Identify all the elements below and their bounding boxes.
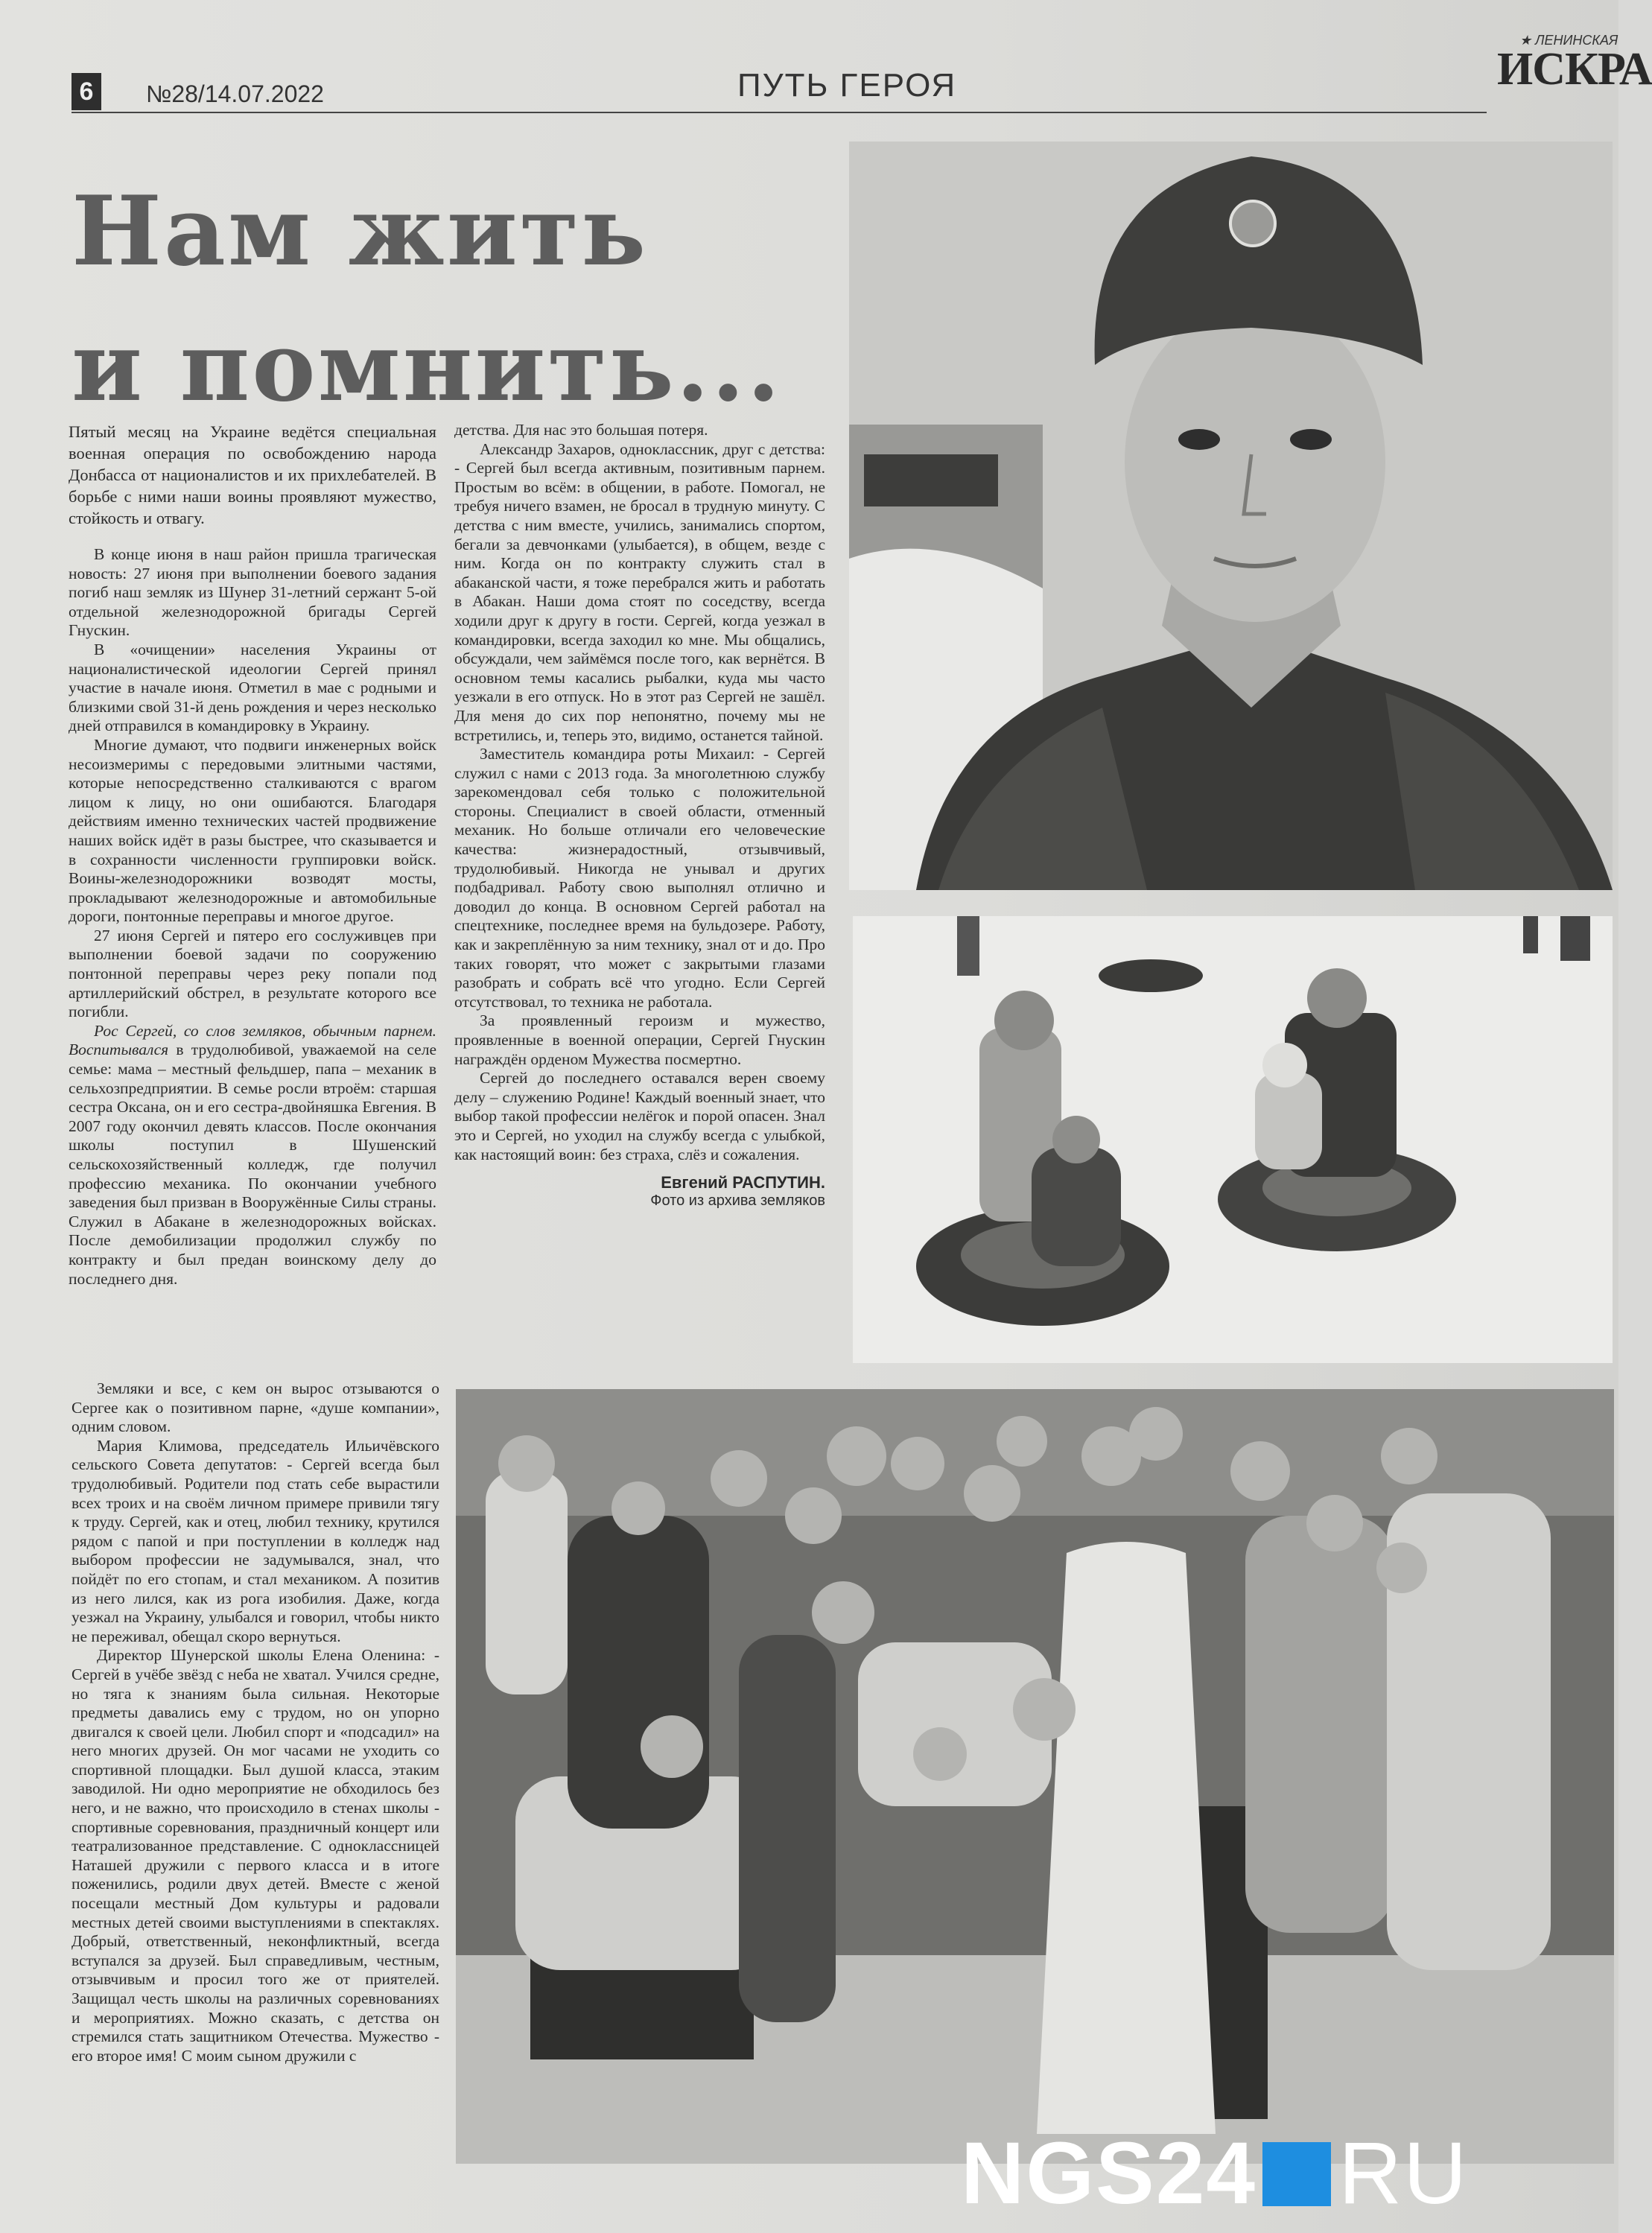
family-snow-illustration [853, 916, 1613, 1363]
byline: Евгений РАСПУТИН. [661, 1173, 825, 1192]
page-number: 6 [72, 73, 101, 110]
family-group-illustration [456, 1389, 1614, 2164]
paragraph: Директор Шунерской школы Елена Оленина: - Сергей в учёбе звёзд с неба не хватал. Учился средне, но тяга к знаниям была сильная. Некоторые предметы давались ему с трудом, но он упорно двигался к своей цели. Любил спорт и «подсадил» на него многих друзей. Он мог часами не уходить со спортивной площадки. Был душой класса, этаким заводилой. Ни одно мероприятие не обходилось без него, и не важно, что происходило в стенах школы - спортивные соревнования, праздничный концерт или театрализованное представление. С одноклассницей Наташей дружили с первого класса и в итоге поженились, родили двух детей. Вместе с женой посещали местный Дом культуры и радовали местных детей своими выступлениями в спектаклях. Добрый, ответственный, неконфликтный, всегда вступался за друзей. Был справедливым, честным, отзывчивым и просил того же от приятелей. Защищал честь школы на различных соревнованиях и мероприятиях. Можно сказать, с детства он стремился стать защитником Отечества. Мужество - его второе имя! С моим сыном дружили с [72, 1646, 439, 2065]
paragraph: Мария Климова, председатель Ильичёвского сельского Совета депутатов: - Сергей всегда был трудолюбивый. Родители под стать себе вырастили всех троих и на своём личном примере привили тягу к труду. Сергей, как и отец, любил технику, крутился рядом с папой и при поступлении в колледж над выбором профессии не задумывался, знал, что пойдёт по его стопам, и стал механиком. А позитив из него лился, как из рога изобилия. Даже, когда уезжал на Украину, улыбался и говорил, чтобы никто не переживал, обещал скоро вернуться. [72, 1436, 439, 1645]
soldier-portrait-photo [849, 142, 1613, 890]
article-column-2 [454, 421, 825, 1210]
article-headline [72, 164, 816, 435]
watermark-domain: RU [1338, 2124, 1469, 2223]
ngs24-watermark [961, 2123, 1468, 2224]
article-lead [69, 421, 436, 529]
article-column-1 [69, 421, 436, 1289]
paragraph: 27 июня Сергей и пятеро его сослуживцев при выполнении боевой задачи по сооружению понтонной переправы через реку попали под артиллерийский обстрел, в результате которого все погибли. [69, 926, 436, 1021]
soldier-portrait-illustration [849, 142, 1613, 890]
headline-line-1: Нам жить [72, 176, 648, 288]
newspaper-logo: ИСКРА [1497, 44, 1652, 95]
watermark-square-icon [1262, 2142, 1331, 2206]
paragraph: Сергей до последнего оставался верен своему делу – служению Родине! Каждый военный знает, что выбор такой профессии нелёгок и порой опасен. Знал это и Сергей, но уходил на службу всегда с улыбкой, как настоящий воин: без страха, слёз и сожаления. [454, 1069, 825, 1163]
paragraph: В «очищении» населения Украины от националистической идеологии Сергей принял участие в начале июня. Отметил в мае с родными и близкими свой 31-й день рождения и через несколько дней отправился в командировку в Украину. [69, 640, 436, 735]
issue-number: №28/14.07.2022 [146, 80, 324, 107]
logo-subtitle: ★ ЛЕНИНСКАЯ [1519, 33, 1618, 48]
paragraph-text: в трудолюбивой, уважаемой на селе семье: мама – местный фельдшер, папа – механик в сельхозпредприятии. В семье росли втроём: старшая сестра Оксана, он и его сестра-двойняшка Евгения. В 2007 году окончил девять классов. После окончания школы поступил в Шушенский сельскохозяйственный колледж, где получил профессию механика. По окончании учебного заведения был призван в Вооружённые Силы страны. Служил в Абакане в железнодорожных войсках. После демобилизации продолжил службу по контракту и был предан воинскому делу до последнего дня. [69, 1041, 436, 1288]
headline-line-2: и помнить... [72, 311, 783, 423]
paragraph: Заместитель командира роты Михаил: - Сергей служил с нами с 2013 года. За многолетнюю службу зарекомендовал себя только с положительной стороны. Специалист в своей области, отменный механик. Но больше отличали его человеческие качества: жизнерадостный, отзывчивый, трудолюбивый. Никогда не унывал и других подбадривал. Работу свою выполнял отлично и доводил до конца. В основном Сергей работал на спецтехнике, последнее время на бульдозере. Работу, как и закреплённую за ним технику, знал от и до. Про таких говорят, что может с закрытыми глазами разобрать и собрать всё что угодно. Если Сергей отсутствовал, то техника не работала. [454, 745, 825, 1011]
article-column-1-lower [72, 1379, 439, 2065]
photo-credit: Фото из архива земляков [650, 1192, 825, 1210]
paragraph: детства. Для нас это большая потеря. [454, 421, 708, 439]
family-group-photo [456, 1389, 1614, 2164]
paragraph: Александр Захаров, одноклассник, друг с детства: - Сергей был всегда активным, позитивным парнем. Простым во всём: в общении, в работе. Помогал, не требуя ничего взамен, не бросал в трудную минуту. С детства с ним вместе, учились, занимались спортом, бегали за девчонками (улыбается), в общем, везде с ним. Когда он по контракту служить стал в абаканской части, я тоже перебрался жить и работать в Абакан. Наши дома стоят по соседству, всегда ходили друг к другу в гости. Сергей, когда уезжал в командировки, всегда заходил ко мне. Мы общались, обсуждали, чем займёмся после того, как вернётся. В основном темы касались рыбалки, куда мы часто уезжали в его отпуск. Но в этот раз Сергей не зашёл. Для меня до сих пор непонятно, почему мы не встретились, и, теперь это, видимо, останется тайной. [454, 439, 825, 744]
family-snow-photo [853, 916, 1613, 1363]
paragraph: Земляки и все, с кем он вырос отзываются о Сергее как о позитивном парне, «душе компании», одним словом. [72, 1379, 439, 1436]
paragraph: В конце июня в наш район пришла трагическая новость: 27 июня при выполнении боевого задания погиб наш земляк из Шунер 31-летний сержант 5-ой отдельной железнодорожной бригады Сергей Гнускин. [69, 545, 436, 640]
italic-lead-in: Рос Сергей, со слов земляков, обычным парнем. Воспитывался [69, 1021, 436, 1059]
watermark-brand: NGS24 [961, 2124, 1257, 2223]
paragraph [69, 1022, 436, 1289]
lead-paragraph: Пятый месяц на Украине ведётся специальная военная операция по освобождению народа Донбасса от националистов и их прихлебателей. В борьбе с ними наши воины проявляют мужество, стойкость и отвагу. [69, 422, 436, 527]
header-rule [72, 112, 1487, 113]
section-rubric: ПУТЬ ГЕРОЯ [737, 67, 957, 104]
paragraph: За проявленный героизм и мужество, проявленные в военной операции, Сергей Гнускин награждён орденом Мужества посмертно. [454, 1011, 825, 1068]
paragraph: Многие думают, что подвиги инженерных войск несоизмеримы с передовыми элитными частями, которые непосредственно сталкиваются с врагом лицом к лицу, но они ошибаются. Благодаря действиям именно технических частей продвижение наших войск идёт в разы быстрее, что сказывается и в сохранности численности группировки войск. Воины-железнодорожники возводят мосты, прокладывают железнодорожные и автомобильные дороги, понтонные переправы и многое другое. [69, 735, 436, 926]
